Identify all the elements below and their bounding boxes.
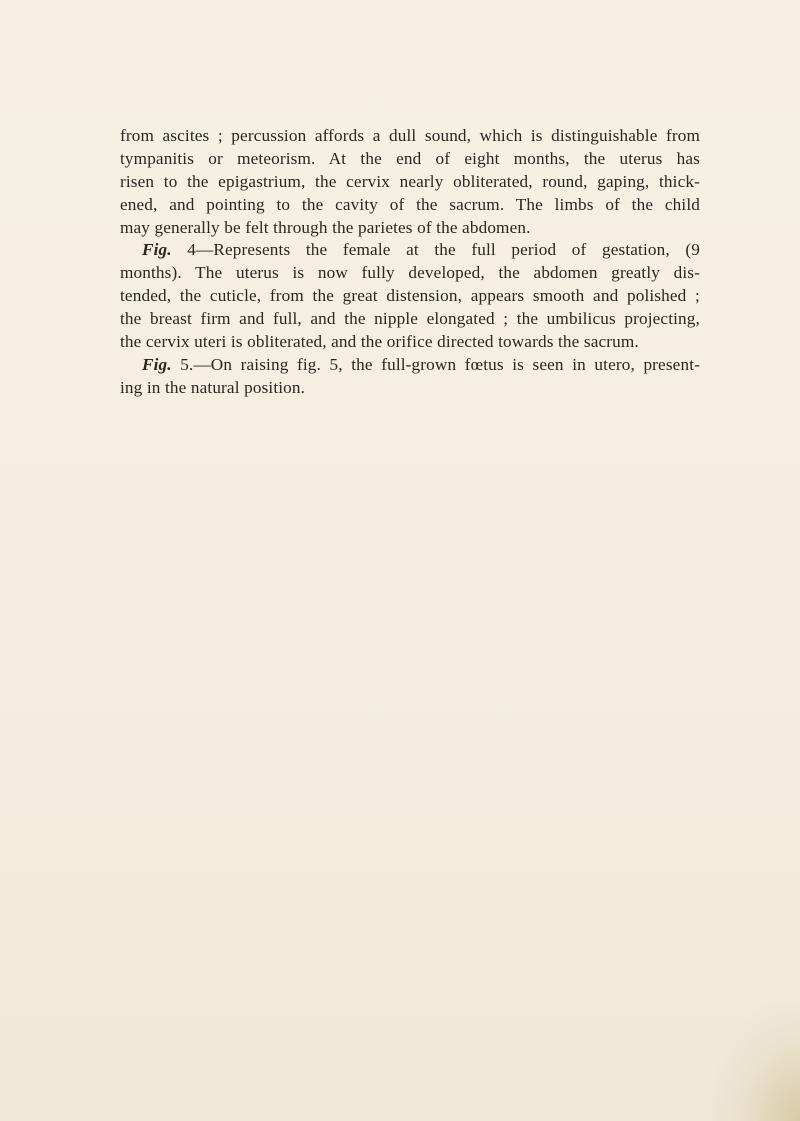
fig5-label: Fig. bbox=[142, 354, 172, 374]
body-text bbox=[120, 125, 700, 400]
fig5-first-line: 5.—On raising fig. 5, the full-grown fœtus is seen in utero, present- bbox=[171, 354, 700, 374]
text-line: risen to the epigastrium, the cervix nearly obliterated, round, gaping, thick- bbox=[120, 171, 700, 191]
text-line: ened, and pointing to the cavity of the sacrum. The limbs of the child bbox=[120, 194, 700, 214]
fig4-paragraph-start bbox=[120, 239, 700, 262]
text-line: tended, the cuticle, from the great distension, appears smooth and polished ; bbox=[120, 286, 700, 306]
text-line: months). The uterus is now fully developed, the abdomen greatly dis- bbox=[120, 263, 700, 283]
text-line: the breast firm and full, and the nipple elongated ; the umbilicus projecting, bbox=[120, 309, 700, 329]
fig5-paragraph-start bbox=[120, 354, 700, 377]
text-line: the cervix uteri is obliterated, and the orifice directed towards the sacrum. bbox=[120, 332, 639, 352]
text-line: tympanitis or meteorism. At the end of eight months, the uterus has bbox=[120, 148, 700, 168]
fig4-label: Fig. bbox=[142, 240, 172, 260]
fig4-first-line: 4—Represents the female at the full period of gestation, (9 bbox=[171, 240, 700, 260]
text-line: may generally be felt through the parietes of the abdomen. bbox=[120, 217, 531, 237]
text-line: ing in the natural position. bbox=[120, 377, 306, 397]
text-line: from ascites ; percussion affords a dull sound, which is distinguishable from bbox=[120, 126, 700, 145]
paper-stain bbox=[710, 1001, 800, 1121]
